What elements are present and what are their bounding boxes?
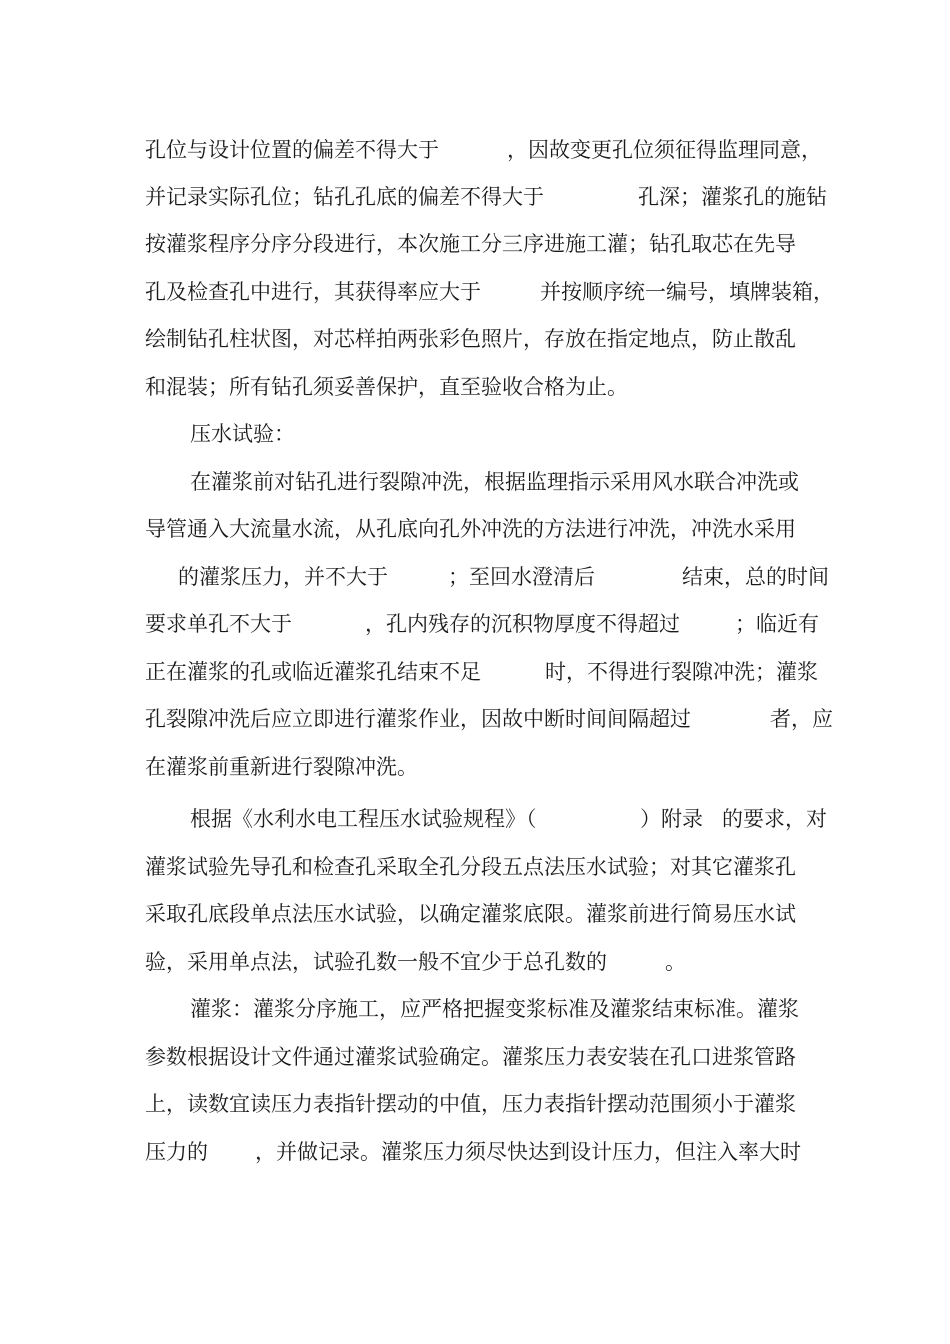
text-segment: ，孔内残存的沉积物厚度不得超过 xyxy=(365,612,680,636)
text-segment: 的灌浆压力，并不大于 xyxy=(178,565,388,589)
text-segment: 导管通入大流量水流，从孔底向孔外冲洗的方法进行冲洗，冲洗水采用 xyxy=(145,517,796,541)
text-segment: 时，不得进行裂隙冲洗；灌浆 xyxy=(545,660,818,684)
text-line-19 xyxy=(0,985,950,1033)
text-segment: 根据《水利水电工程压水试验规程》（ xyxy=(190,807,537,831)
text-segment: ）附录 xyxy=(640,807,703,831)
text-line-22 xyxy=(0,1128,950,1176)
text-segment: 按灌浆程序分序分段进行，本次施工分三序进施工灌；钻孔取芯在先导 xyxy=(145,232,796,256)
text-segment: 。 xyxy=(665,950,686,974)
text-line-14 xyxy=(0,743,950,791)
text-line-4 xyxy=(0,268,950,316)
text-segment: 压力的 xyxy=(145,1140,208,1164)
text-line-12 xyxy=(0,648,950,696)
text-segment: 采取孔底段单点法压水试验，以确定灌浆底限。灌浆前进行简易压水试 xyxy=(145,902,796,926)
text-segment: 要求单孔不大于 xyxy=(145,612,292,636)
text-line-6 xyxy=(0,363,950,411)
text-line-10 xyxy=(0,553,950,601)
text-line-11 xyxy=(0,600,950,648)
text-segment: 结束，总的时间 xyxy=(682,565,829,589)
text-line-9 xyxy=(0,505,950,553)
section-heading: 压水试验： xyxy=(190,422,295,446)
text-segment: ，并做记录。灌浆压力须尽快达到设计压力，但注入率大时 xyxy=(255,1140,801,1164)
text-line-20 xyxy=(0,1033,950,1081)
text-segment: 并记录实际孔位；钻孔孔底的偏差不得大于 xyxy=(145,185,544,209)
text-line-8 xyxy=(0,458,950,506)
text-segment: 验，采用单点法，试验孔数一般不宜少于总孔数的 xyxy=(145,950,607,974)
text-segment: 灌浆试验先导孔和检查孔采取全孔分段五点法压水试验；对其它灌浆孔 xyxy=(145,855,796,879)
text-segment: 孔深；灌浆孔的施钻 xyxy=(638,185,827,209)
text-line-16 xyxy=(0,843,950,891)
text-line-1 xyxy=(0,126,950,174)
text-segment: 的要求，对 xyxy=(722,807,827,831)
text-line-17 xyxy=(0,890,950,938)
text-line-21 xyxy=(0,1080,950,1128)
text-line-2 xyxy=(0,173,950,221)
text-segment: 和混装；所有钻孔须妥善保护，直至验收合格为止。 xyxy=(145,375,628,399)
text-segment: ；至回水澄清后 xyxy=(448,565,595,589)
text-segment: 孔位与设计位置的偏差不得大于 xyxy=(145,138,439,162)
text-segment: 灌浆：灌浆分序施工，应严格把握变浆标准及灌浆结束标准。灌浆 xyxy=(190,997,799,1021)
text-line-13 xyxy=(0,695,950,743)
text-segment: 绘制钻孔柱状图，对芯样拍两张彩色照片，存放在指定地点，防止散乱 xyxy=(145,327,796,351)
text-segment: ，因故变更孔位须征得监理同意， xyxy=(507,138,822,162)
text-segment: 正在灌浆的孔或临近灌浆孔结束不足 xyxy=(145,660,481,684)
text-segment: 孔及检查孔中进行，其获得率应大于 xyxy=(145,280,481,304)
text-segment: 在灌浆前对钻孔进行裂隙冲洗，根据监理指示采用风水联合冲洗或 xyxy=(190,470,799,494)
text-segment: 孔裂隙冲洗后应立即进行灌浆作业，因故中断时间间隔超过 xyxy=(145,707,691,731)
text-line-5 xyxy=(0,315,950,363)
text-segment: 参数根据设计文件通过灌浆试验确定。灌浆压力表安装在孔口进浆管路 xyxy=(145,1045,796,1069)
text-line-3 xyxy=(0,220,950,268)
text-segment: 者，应 xyxy=(770,707,833,731)
text-line-18 xyxy=(0,938,950,986)
text-segment: 并按顺序统一编号，填牌装箱， xyxy=(540,280,834,304)
text-segment: 在灌浆前重新进行裂隙冲洗。 xyxy=(145,755,418,779)
text-segment: ；临近有 xyxy=(735,612,819,636)
text-line-15 xyxy=(0,795,950,843)
text-segment: 上，读数宜读压力表指针摆动的中值，压力表指针摆动范围须小于灌浆 xyxy=(145,1092,796,1116)
text-line-7 xyxy=(0,410,950,458)
